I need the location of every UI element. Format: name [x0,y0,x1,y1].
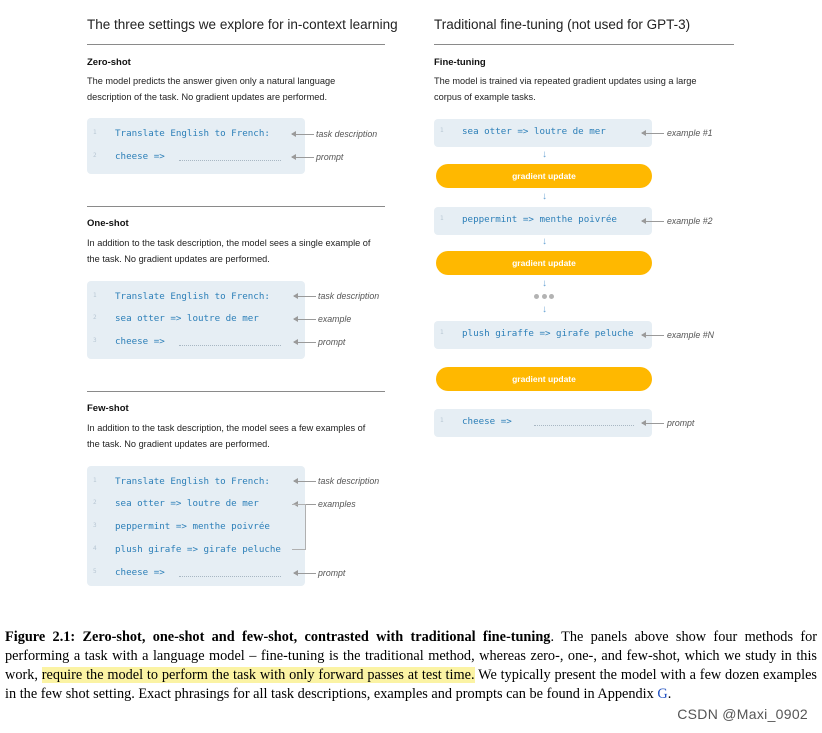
few-shot-code-box [87,466,305,586]
code-text: sea otter => loutre de mer [115,313,259,324]
prompt-blank [179,345,281,346]
annotation-example-1: example #1 [667,128,713,138]
zero-shot-title: Zero-shot [87,57,131,68]
line-number: 3 [93,522,97,529]
code-line [434,213,652,229]
caption-highlight: require the model to perform the task with only forward passes at test time. [41,667,475,683]
code-text: peppermint => menthe poivrée [462,214,617,225]
down-arrow-icon: ↓ [542,304,547,315]
code-text: plush girafe => girafe peluche [115,544,281,555]
code-text: Translate English to French: [115,128,270,139]
divider [434,44,734,45]
line-number: 1 [440,127,444,134]
line-number: 1 [440,417,444,424]
code-text: peppermint => menthe poivrée [115,521,270,532]
code-line [87,566,305,582]
code-line [87,290,305,306]
annotation-arrow [294,296,316,297]
line-number: 1 [440,329,444,336]
code-line [87,543,305,559]
annotation-examples: examples [318,499,356,509]
annotation-prompt: prompt [318,337,346,347]
code-line [87,127,305,143]
annotation-arrow [642,133,664,134]
figure-caption [5,628,817,704]
few-shot-description: In addition to the task description, the model sees a few examples of the task. No gradient updates are performed. [87,423,366,449]
annotation-arrow [294,481,316,482]
code-text: Translate English to French: [115,476,270,487]
annotation-task-description: task description [318,476,380,486]
example-2-box [434,207,652,235]
down-arrow-icon: ↓ [542,149,547,160]
line-number: 1 [93,292,97,299]
one-shot-code-box [87,281,305,359]
prompt-blank [179,576,281,577]
one-shot-description: In addition to the task description, the model sees a single example of the task. No gradient updates are performed. [87,238,371,264]
line-number: 1 [440,215,444,222]
annotation-arrow [642,335,664,336]
divider [87,391,385,392]
annotation-example-2: example #2 [667,216,713,226]
code-text: plush giraffe => girafe peluche [462,328,634,339]
annotation-arrow [294,573,316,574]
line-number: 2 [93,314,97,321]
prompt-blank [534,425,634,426]
prompt-blank [179,160,281,161]
annotation-example-n: example #N [667,330,714,340]
code-line [87,520,305,536]
code-line [434,125,652,141]
prompt-box [434,409,652,437]
code-line [87,150,305,166]
annotation-task-description: task description [316,129,378,139]
annotation-example: example [318,314,352,324]
code-text: cheese => [115,567,165,578]
code-text: cheese => [115,336,165,347]
left-panel-title: The three settings we explore for in-context learning [87,17,398,32]
annotation-prompt: prompt [318,568,346,578]
caption-text: . The panels above show four methods for performing a task with a language model – fine-tuning is the traditional method, whereas zero-, one-, and few-shot, which we study in this work, [5,629,817,683]
down-arrow-icon: ↓ [542,278,547,289]
caption-text: We typically present the model with a few dozen examples in the few shot setting. Exact phrasings for all task descriptions, examples and prompts can be found in Appendix [5,667,817,702]
code-text: cheese => [115,151,165,162]
line-number: 2 [93,499,97,506]
code-line [434,415,652,431]
code-line [87,312,305,328]
line-number: 4 [93,545,97,552]
examples-bracket [292,504,306,550]
annotation-task-description: task description [318,291,380,301]
divider [87,44,385,45]
code-line [87,335,305,351]
line-number: 1 [93,477,97,484]
ellipsis-icon [534,294,554,299]
annotation-arrow [294,342,316,343]
one-shot-title: One-shot [87,218,129,229]
annotation-arrow [642,423,664,424]
line-number: 5 [93,568,97,575]
caption-label: Figure 2.1: [5,629,76,645]
watermark: CSDN @Maxi_0902 [677,706,808,722]
annotation-arrow [294,319,316,320]
code-text: sea otter => loutre de mer [115,498,259,509]
example-1-box [434,119,652,147]
example-n-box [434,321,652,349]
divider [87,206,385,207]
caption-title: Zero-shot, one-shot and few-shot, contrasted with traditional fine-tuning [82,629,551,645]
gradient-update-2: gradient update [436,251,652,275]
annotation-prompt: prompt [667,418,695,428]
zero-shot-description: The model predicts the answer given only a natural language description of the task. No gradient updates are performed. [87,76,336,102]
code-text: cheese => [462,416,512,427]
code-line [87,475,305,491]
code-text: Translate English to French: [115,291,270,302]
annotation-arrow [292,157,314,158]
fine-tuning-title: Fine-tuning [434,57,486,68]
caption-text: . [667,686,672,702]
down-arrow-icon: ↓ [542,191,547,202]
few-shot-title: Few-shot [87,403,129,414]
gradient-update-3: gradient update [436,367,652,391]
zero-shot-code-box [87,118,305,174]
appendix-link[interactable]: G [657,686,668,702]
annotation-arrow [292,134,314,135]
fine-tuning-description: The model is trained via repeated gradient updates using a large corpus of example tasks. [434,76,697,102]
code-line [434,327,652,343]
code-text: sea otter => loutre de mer [462,126,606,137]
right-panel-title: Traditional fine-tuning (not used for GPT-3) [434,17,691,32]
code-line [87,497,305,513]
annotation-prompt: prompt [316,152,344,162]
annotation-arrow [642,221,664,222]
line-number: 2 [93,152,97,159]
gradient-update-1: gradient update [436,164,652,188]
down-arrow-icon: ↓ [542,236,547,247]
line-number: 3 [93,337,97,344]
line-number: 1 [93,129,97,136]
